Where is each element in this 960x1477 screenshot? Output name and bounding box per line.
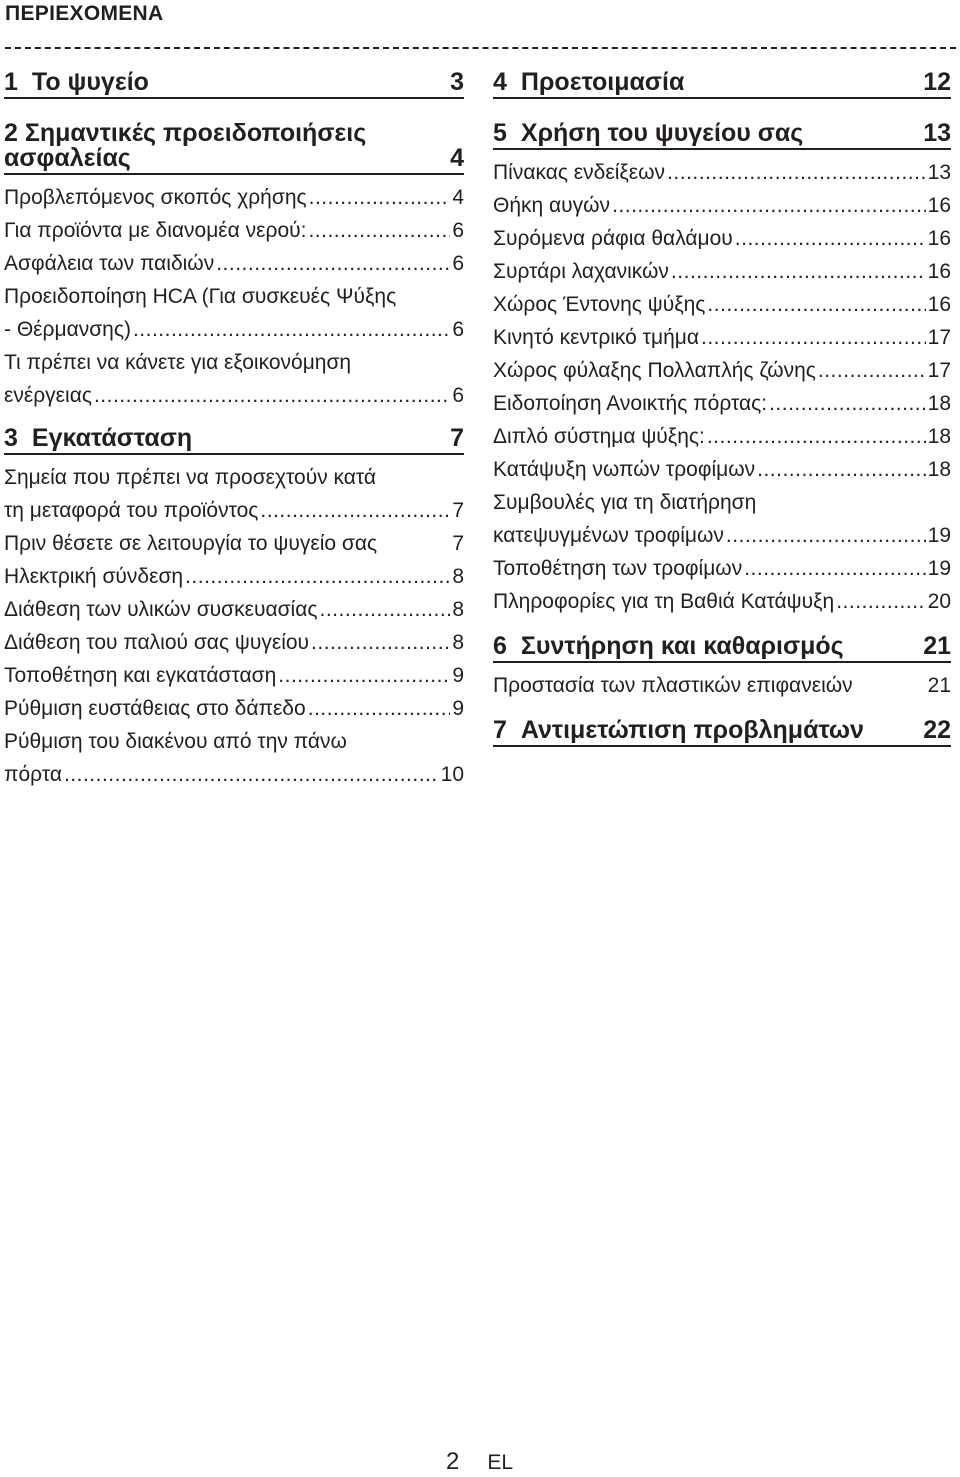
- section-page: 21: [923, 632, 951, 660]
- section-number: 1: [4, 68, 18, 96]
- entry-text: Πληροφορίες για τη Βαθιά Κατάψυξη: [493, 590, 835, 613]
- toc-entry[interactable]: [4, 692, 464, 725]
- entry-text: Ασφάλεια των παιδιών: [4, 252, 215, 275]
- entry-page: 6: [452, 252, 464, 275]
- entry-page: 13: [927, 161, 951, 184]
- toc-entry[interactable]: [493, 669, 951, 702]
- entry-page: 18: [927, 392, 951, 415]
- toc-entry[interactable]: [4, 593, 464, 626]
- toc-entry[interactable]: [493, 585, 951, 618]
- dot-leader: [216, 247, 450, 280]
- toc-entry[interactable]: [4, 725, 464, 791]
- entry-text-line1: Ρύθμιση του διακένου από την πάνω: [4, 730, 347, 753]
- dot-leader: [757, 453, 926, 486]
- entry-page: 7: [452, 532, 464, 555]
- entry-text: Τοποθέτηση και εγκατάσταση: [4, 664, 277, 687]
- dot-leader: [818, 354, 926, 387]
- dot-leader: [769, 387, 926, 420]
- dot-leader: [735, 222, 926, 255]
- entry-page: 16: [927, 260, 951, 283]
- toc-section-1[interactable]: [4, 70, 464, 99]
- toc-section-3[interactable]: [4, 426, 464, 455]
- toc-entry[interactable]: [4, 659, 464, 692]
- toc-entry[interactable]: [4, 626, 464, 659]
- toc-entry[interactable]: [493, 387, 951, 420]
- dot-leader: [671, 255, 926, 288]
- toc-entry[interactable]: [493, 354, 951, 387]
- toc-section-6[interactable]: [493, 634, 951, 663]
- entry-text-line1: Προειδοποίηση HCA (Για συσκευές Ψύξης: [4, 285, 397, 308]
- entry-text: Διάθεση του παλιού σας ψυγείου: [4, 631, 310, 654]
- toc-entry[interactable]: [4, 181, 464, 214]
- entry-page: 6: [452, 384, 464, 407]
- dot-leader: [311, 626, 450, 659]
- toc-entry[interactable]: [493, 288, 951, 321]
- entry-page: 10: [440, 763, 464, 786]
- section-page: 22: [923, 716, 951, 744]
- entry-page: 8: [452, 598, 464, 621]
- entry-text: Χώρος Έντονης ψύξης: [493, 293, 706, 316]
- dot-leader: [308, 692, 451, 725]
- entry-text: Διάθεση των υλικών συσκευασίας: [4, 598, 318, 621]
- dot-leader: [667, 156, 926, 189]
- entry-text: Ηλεκτρική σύνδεση: [4, 565, 184, 588]
- dot-leader: [836, 585, 925, 618]
- toc-entry[interactable]: [493, 222, 951, 255]
- toc-section-7[interactable]: [493, 718, 951, 747]
- entry-text-line2: κατεψυγμένων τροφίμων: [493, 524, 724, 547]
- entry-page: 9: [452, 664, 464, 687]
- dot-leader: [278, 659, 450, 692]
- section-title: Προετοιμασία: [520, 68, 685, 96]
- page-footer: [446, 1448, 513, 1476]
- dot-leader: [319, 593, 450, 626]
- dot-leader: [308, 214, 450, 247]
- toc-entry[interactable]: [493, 321, 951, 354]
- entry-text: Για προϊόντα με διανομέα νερού:: [4, 219, 307, 242]
- toc-section-2[interactable]: [4, 121, 464, 175]
- entry-text: Θήκη αυγών: [493, 194, 611, 217]
- toc-entry[interactable]: [4, 527, 464, 560]
- dot-leader: [707, 420, 926, 453]
- entry-text: Πριν θέσετε σε λειτουργία το ψυγείο σας: [4, 532, 378, 555]
- entry-page: 8: [452, 631, 464, 654]
- dot-leader: [260, 494, 450, 527]
- entry-text: Προβλεπόμενος σκοπός χρήσης: [4, 186, 307, 209]
- entry-page: 18: [927, 458, 951, 481]
- section-number: 5: [493, 119, 507, 147]
- toc-right-column: [493, 70, 951, 753]
- entry-text: Διπλό σύστημα ψύξης:: [493, 425, 705, 448]
- entry-text: Συρόμενα ράφια θαλάμου: [493, 227, 733, 250]
- entry-page: 18: [927, 425, 951, 448]
- entry-text-line1: Συμβουλές για τη διατήρηση: [493, 491, 757, 514]
- section-title-line1: Σημαντικές προειδοποιήσεις: [24, 119, 367, 147]
- section-page: 13: [923, 119, 951, 147]
- toc-entry[interactable]: [493, 189, 951, 222]
- title-divider: [5, 47, 956, 49]
- page-title: ΠΕΡΙΕΧΟΜΕΝΑ: [5, 2, 164, 25]
- entry-text-line2: - Θέρμανσης): [4, 318, 131, 341]
- entry-page: 7: [452, 499, 464, 522]
- toc-entry[interactable]: [4, 346, 464, 412]
- entry-page: 19: [927, 557, 951, 580]
- section-title: Αντιμετώπιση προβλημάτων: [520, 716, 864, 744]
- entry-text-line1: Σημεία που πρέπει να προσεχτούν κατά: [4, 466, 377, 489]
- entry-text-line2: ενέργειας: [4, 384, 92, 407]
- entry-page: 16: [927, 194, 951, 217]
- toc-entry[interactable]: [4, 247, 464, 280]
- entry-text: Κατάψυξη νωπών τροφίμων: [493, 458, 756, 481]
- section-title-line2: ασφαλείας: [4, 144, 131, 172]
- entry-text: Χώρος φύλαξης Πολλαπλής ζώνης: [493, 359, 816, 382]
- entry-text: Προστασία των πλαστικών επιφανειών: [493, 674, 853, 697]
- dot-leader: [94, 379, 450, 412]
- entry-text: Τοποθέτηση των τροφίμων: [493, 557, 743, 580]
- toc-entry[interactable]: [493, 486, 951, 552]
- entry-page: 17: [927, 326, 951, 349]
- section-page: 3: [450, 68, 464, 96]
- entry-text-line2: πόρτα: [4, 763, 62, 786]
- section-page: 7: [450, 424, 464, 452]
- entry-page: 20: [927, 590, 951, 613]
- toc-section-5[interactable]: [493, 121, 951, 150]
- toc-entry[interactable]: [493, 255, 951, 288]
- entry-page: 8: [452, 565, 464, 588]
- language-code: EL: [487, 1451, 514, 1474]
- dot-leader: [707, 288, 925, 321]
- dot-leader: [701, 321, 926, 354]
- toc-entry[interactable]: [493, 156, 951, 189]
- entry-page: 21: [927, 674, 951, 697]
- section-page: 12: [923, 68, 951, 96]
- section-page: 4: [450, 144, 464, 172]
- dot-leader: [133, 313, 450, 346]
- dot-leader: [309, 181, 451, 214]
- toc-left-column: [4, 70, 464, 791]
- dot-leader: [744, 552, 925, 585]
- entry-text-line2: τη μεταφορά του προϊόντος: [4, 499, 259, 522]
- section-number: 3: [4, 424, 18, 452]
- section-title: Συντήρηση και καθαρισμός: [520, 632, 844, 660]
- section-title: Το ψυγείο: [31, 68, 149, 96]
- toc-entry[interactable]: [493, 552, 951, 585]
- toc-entry[interactable]: [4, 280, 464, 346]
- section-title: Χρήση του ψυγείου σας: [520, 119, 804, 147]
- entry-page: 17: [927, 359, 951, 382]
- section-title: Εγκατάσταση: [31, 424, 193, 452]
- section-number: 6: [493, 632, 507, 660]
- dot-leader: [64, 758, 439, 791]
- entry-text: Ειδοποίηση Ανοικτής πόρτας:: [493, 392, 768, 415]
- entry-page: 16: [927, 293, 951, 316]
- entry-page: 16: [927, 227, 951, 250]
- toc-section-4[interactable]: [493, 70, 951, 99]
- entry-text: Συρτάρι λαχανικών: [493, 260, 669, 283]
- entry-text-line1: Τι πρέπει να κάνετε για εξοικονόμηση: [4, 351, 352, 374]
- entry-page: 9: [452, 697, 464, 720]
- dot-leader: [726, 519, 926, 552]
- dot-leader: [185, 560, 450, 593]
- section-number: 7: [493, 716, 507, 744]
- entry-text: Κινητό κεντρικό τμήμα: [493, 326, 700, 349]
- section-number: 4: [493, 68, 507, 96]
- toc-entry[interactable]: [4, 461, 464, 527]
- entry-text: Πίνακας ενδείξεων: [493, 161, 666, 184]
- section-number: 2: [4, 119, 18, 147]
- entry-page: 6: [452, 318, 464, 341]
- entry-page: 6: [452, 219, 464, 242]
- entry-text: Ρύθμιση ευστάθειας στο δάπεδο: [4, 697, 306, 720]
- entry-page: 4: [452, 186, 464, 209]
- toc-entry[interactable]: [493, 420, 951, 453]
- entry-page: 19: [927, 524, 951, 547]
- dot-leader: [612, 189, 926, 222]
- toc-entry[interactable]: [493, 453, 951, 486]
- page-number: 2: [446, 1448, 460, 1475]
- toc-entry[interactable]: [4, 214, 464, 247]
- toc-entry[interactable]: [4, 560, 464, 593]
